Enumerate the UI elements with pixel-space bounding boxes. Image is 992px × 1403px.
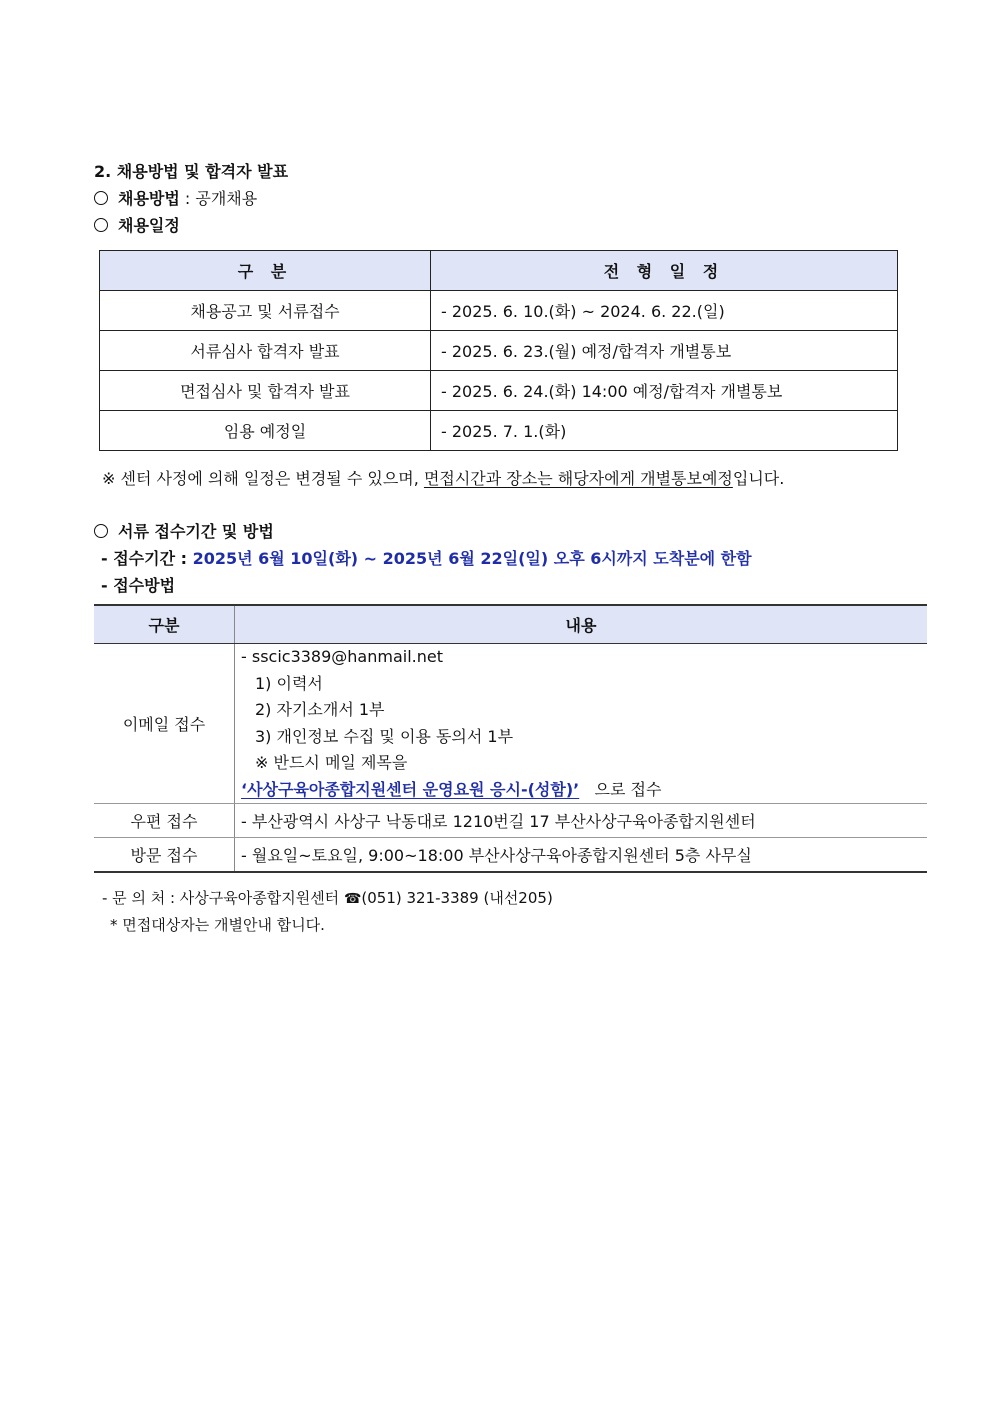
schedule-item: 채용공고 및 서류접수: [100, 291, 431, 331]
table-row: [100, 331, 898, 371]
schedule-table: [99, 250, 898, 451]
schedule-item: 면접심사 및 합격자 발표: [100, 371, 431, 411]
recruit-method-line: [94, 188, 257, 210]
table-row: [94, 644, 927, 804]
period-value: 2025년 6월 10일(화) ~ 2025년 6월 22일(일) 오후 6시까지 도착분에 한함: [192, 549, 752, 568]
schedule-date: - 2025. 7. 1.(화): [431, 411, 898, 451]
method-type: 방문 접수: [94, 838, 235, 872]
application-heading: [94, 521, 274, 543]
list-item: 3) 개인정보 수집 및 이용 동의서 1부: [255, 726, 514, 746]
email-subject-suffix: 으로 접수: [594, 779, 662, 799]
section-title: 2. 채용방법 및 합격자 발표: [94, 162, 289, 181]
method-label: - 접수방법: [101, 576, 176, 595]
circle-bullet-icon: [94, 218, 108, 232]
list-item: 2) 자기소개서 1부: [255, 700, 385, 719]
schedule-heading: [94, 215, 180, 237]
table-row: [100, 291, 898, 331]
application-period: [101, 548, 752, 570]
table-row: [94, 838, 927, 872]
email-subject-line: [241, 777, 927, 804]
schedule-date: - 2025. 6. 23.(월) 예정/합격자 개별통보: [431, 331, 898, 371]
column-header: 내용: [235, 605, 928, 644]
table-row: [94, 804, 927, 838]
schedule-label: 채용일정: [118, 216, 180, 235]
application-title: 서류 접수기간 및 방법: [118, 522, 274, 541]
table-header-row: [100, 251, 898, 291]
method-type: 이메일 접수: [94, 644, 235, 804]
table-header-row: [94, 605, 927, 644]
schedule-item: 임용 예정일: [100, 411, 431, 451]
contact-prefix: - 문 의 처 : 사상구육아종합지원센터: [102, 889, 344, 907]
notice-underlined: 면접시간과 장소는 해당자에게 개별통보예정: [423, 469, 733, 488]
phone-icon: ☎: [343, 891, 362, 907]
column-header: 전 형 일 정: [431, 251, 898, 291]
column-header: 구 분: [100, 251, 431, 291]
interview-note: * 면접대상자는 개별안내 합니다.: [110, 916, 325, 934]
schedule-date: - 2025. 6. 10.(화) ~ 2024. 6. 22.(일): [431, 291, 898, 331]
list-item: ※ 반드시 메일 제목을: [255, 753, 408, 772]
schedule-date: - 2025. 6. 24.(화) 14:00 예정/합격자 개별통보: [431, 371, 898, 411]
recruit-method-label: 채용방법: [118, 189, 180, 208]
contact-phone: (051) 321-3389 (내선205): [361, 889, 553, 907]
circle-bullet-icon: [94, 191, 108, 205]
circle-bullet-icon: [94, 524, 108, 538]
method-detail: - 월요일~토요일, 9:00~18:00 부산사상구육아종합지원센터 5층 사무실: [235, 838, 928, 872]
period-label: - 접수기간 :: [101, 549, 193, 568]
schedule-notice: [102, 468, 784, 490]
notice-suffix: 입니다.: [732, 469, 785, 488]
table-row: [100, 411, 898, 451]
method-type: 우편 접수: [94, 804, 235, 838]
recruit-method-value: : 공개채용: [184, 189, 258, 208]
list-item: 1) 이력서: [255, 673, 323, 693]
table-row: [100, 371, 898, 411]
method-detail: - 부산광역시 사상구 낙동대로 1210번길 17 부산사상구육아종합지원센터: [235, 804, 928, 838]
methods-table: [94, 604, 927, 873]
email-subject: ‘사상구육아종합지원센터 운영요원 응시-(성함)’: [241, 779, 580, 799]
column-header: 구분: [94, 605, 235, 644]
email-address: - sscic3389@hanmail.net: [241, 647, 443, 666]
email-details: [235, 644, 928, 804]
contact-line: [102, 887, 553, 910]
notice-prefix: ※ 센터 사정에 의해 일정은 변경될 수 있으며,: [102, 469, 424, 488]
schedule-item: 서류심사 합격자 발표: [100, 331, 431, 371]
